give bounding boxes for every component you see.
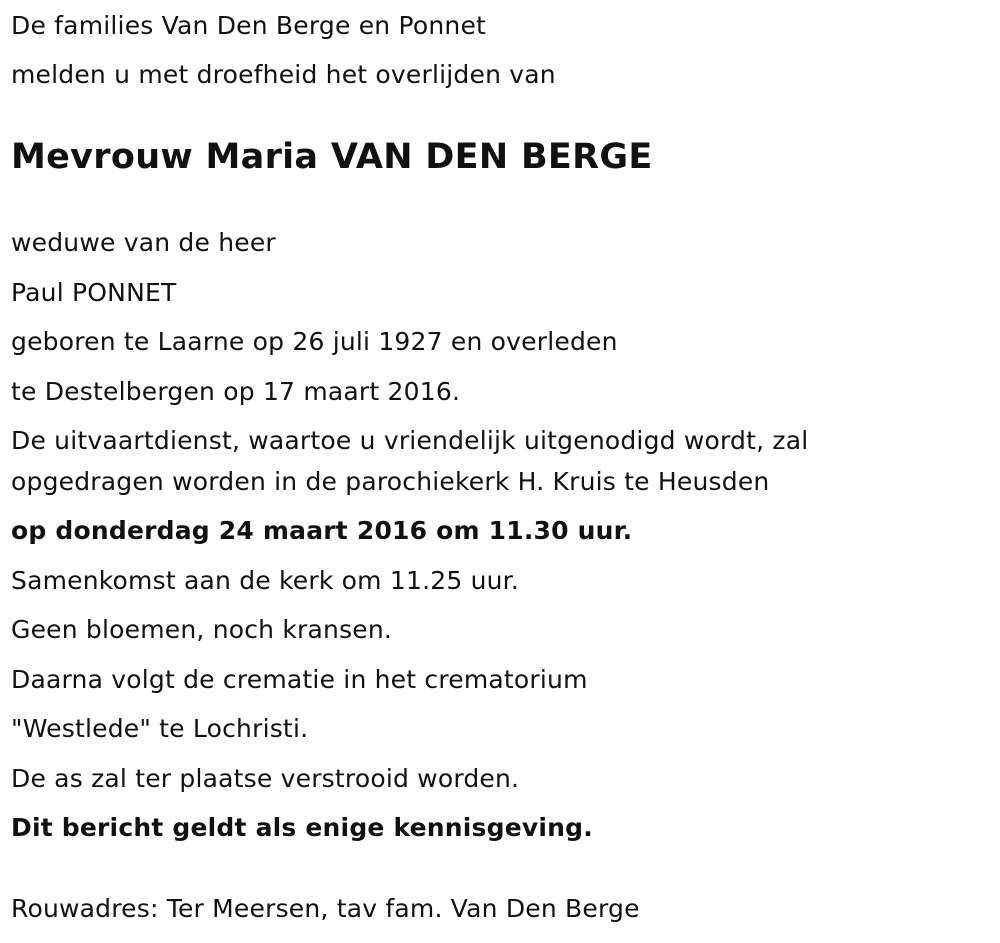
cremation-line-2: "Westlede" te Lochristi. <box>11 714 309 743</box>
birth-line: geboren te Laarne op 26 juli 1927 en overleden <box>11 327 618 356</box>
only-notice-line: Dit bericht geldt als enige kennisgeving. <box>11 813 593 842</box>
service-date: op donderdag 24 maart 2016 om 11.30 uur. <box>11 516 633 545</box>
no-flowers-line: Geen bloemen, noch kransen. <box>11 615 393 644</box>
ashes-line: De as zal ter plaatse verstrooid worden. <box>11 764 520 793</box>
intro-line-1: De families Van Den Berge en Ponnet <box>11 11 487 40</box>
gathering-line: Samenkomst aan de kerk om 11.25 uur. <box>11 566 520 595</box>
widow-of-line: weduwe van de heer <box>11 228 276 257</box>
service-line-2: opgedragen worden in de parochiekerk H. Kruis te Heusden <box>11 467 770 496</box>
mourning-address: Rouwadres: Ter Meersen, tav fam. Van Den Berge <box>11 894 640 923</box>
deceased-name: Mevrouw Maria VAN DEN BERGE <box>11 137 653 177</box>
service-line-1: De uitvaartdienst, waartoe u vriendelijk uitgenodigd wordt, zal <box>11 426 809 455</box>
intro-line-2: melden u met droefheid het overlijden van <box>11 60 556 89</box>
cremation-line-1: Daarna volgt de crematie in het crematorium <box>11 665 588 694</box>
death-line: te Destelbergen op 17 maart 2016. <box>11 377 461 406</box>
spouse-name: Paul PONNET <box>11 278 177 307</box>
